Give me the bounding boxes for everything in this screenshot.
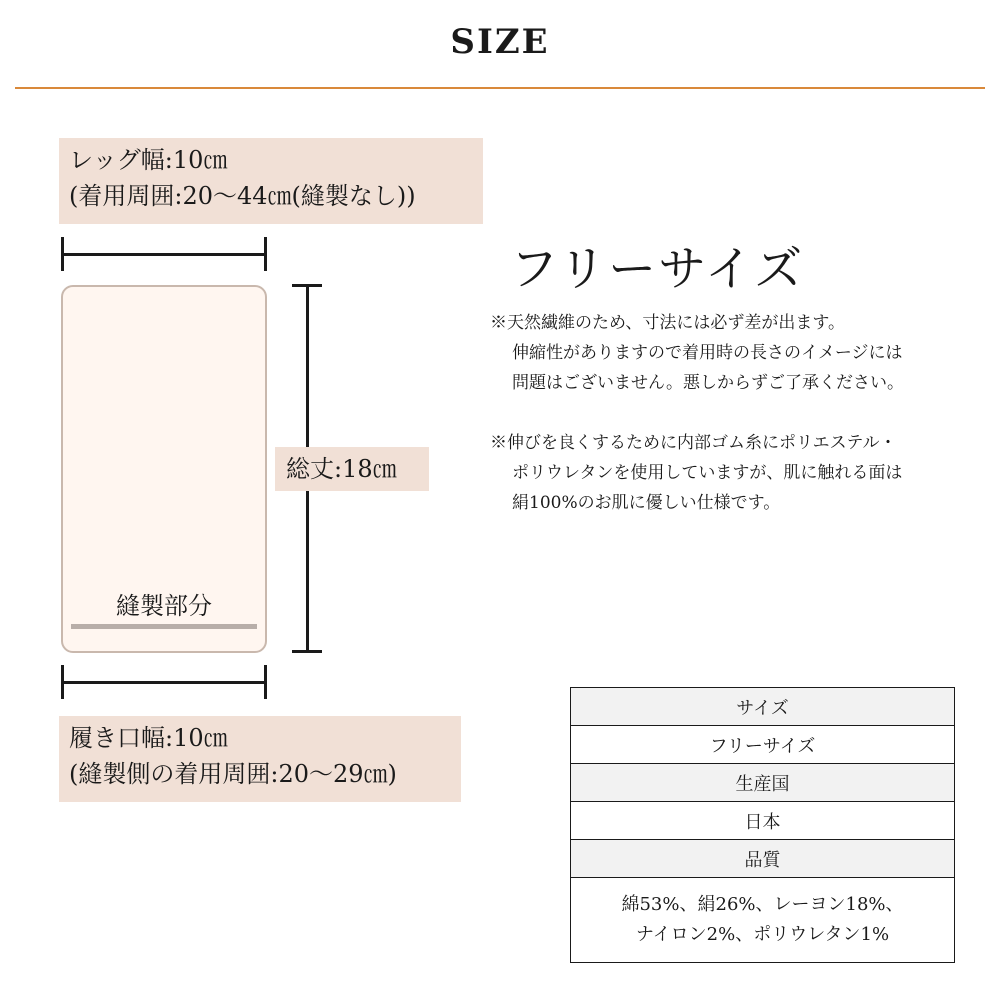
notes <box>490 308 970 548</box>
size-header-cell: サイズ <box>571 688 955 726</box>
material-value-cell <box>571 878 955 963</box>
opening-width-text: 履き口幅:10㎝ <box>69 724 228 752</box>
material-line: ナイロン2%、ポリウレタン1% <box>635 924 890 945</box>
length-dim-line-lower <box>306 491 309 653</box>
size-value-cell: フリーサイズ <box>571 726 955 764</box>
note-line: ※天然繊維のため、寸法には必ず差が出ます。 <box>490 313 845 333</box>
leg-width-label <box>59 138 483 224</box>
material-header-cell: 品質 <box>571 840 955 878</box>
note-line: 絹100%のお肌に優しい仕様です。 <box>512 493 781 513</box>
note-elastic-thread <box>490 428 970 518</box>
table-row <box>571 726 955 764</box>
leg-width-dim-cap-right <box>264 237 267 271</box>
material-line: 綿53%、絹26%、レーヨン18%、 <box>621 894 904 915</box>
note-natural-fiber <box>490 308 970 398</box>
leg-width-circumference: (着用周囲:20〜44㎝(縫製なし)) <box>69 182 416 210</box>
leg-width-text: レッグ幅:10㎝ <box>69 146 228 174</box>
note-line: ポリウレタンを使用していますが、肌に触れる面は <box>512 463 903 483</box>
title-divider <box>15 87 985 89</box>
opening-width-label <box>59 716 461 802</box>
total-length-label: 総丈:18㎝ <box>275 447 429 491</box>
table-row <box>571 802 955 840</box>
opening-width-circumference: (縫製側の着用周囲:20〜29㎝) <box>69 760 397 788</box>
opening-width-dim-line <box>61 681 267 684</box>
table-row <box>571 878 955 963</box>
table-row <box>571 764 955 802</box>
note-line: 問題はございません。悪しからずご了承ください。 <box>512 373 905 393</box>
leg-width-dim-line <box>61 253 267 256</box>
length-dim-cap-bottom <box>292 650 322 653</box>
opening-width-dim-cap-right <box>264 665 267 699</box>
table-row <box>571 688 955 726</box>
page-title: SIZE <box>450 22 550 62</box>
origin-header-cell: 生産国 <box>571 764 955 802</box>
size-heading: フリーサイズ <box>510 241 805 297</box>
length-dim-line-upper <box>306 284 309 447</box>
note-line: 伸縮性がありますので着用時の長さのイメージには <box>512 343 903 363</box>
sock-diagram <box>61 285 267 653</box>
seam-line <box>71 624 257 629</box>
origin-value-cell: 日本 <box>571 802 955 840</box>
seam-label: 縫製部分 <box>116 592 212 620</box>
spec-table <box>570 687 955 963</box>
table-row <box>571 840 955 878</box>
note-line: ※伸びを良くするために内部ゴム糸にポリエステル・ <box>490 433 897 453</box>
